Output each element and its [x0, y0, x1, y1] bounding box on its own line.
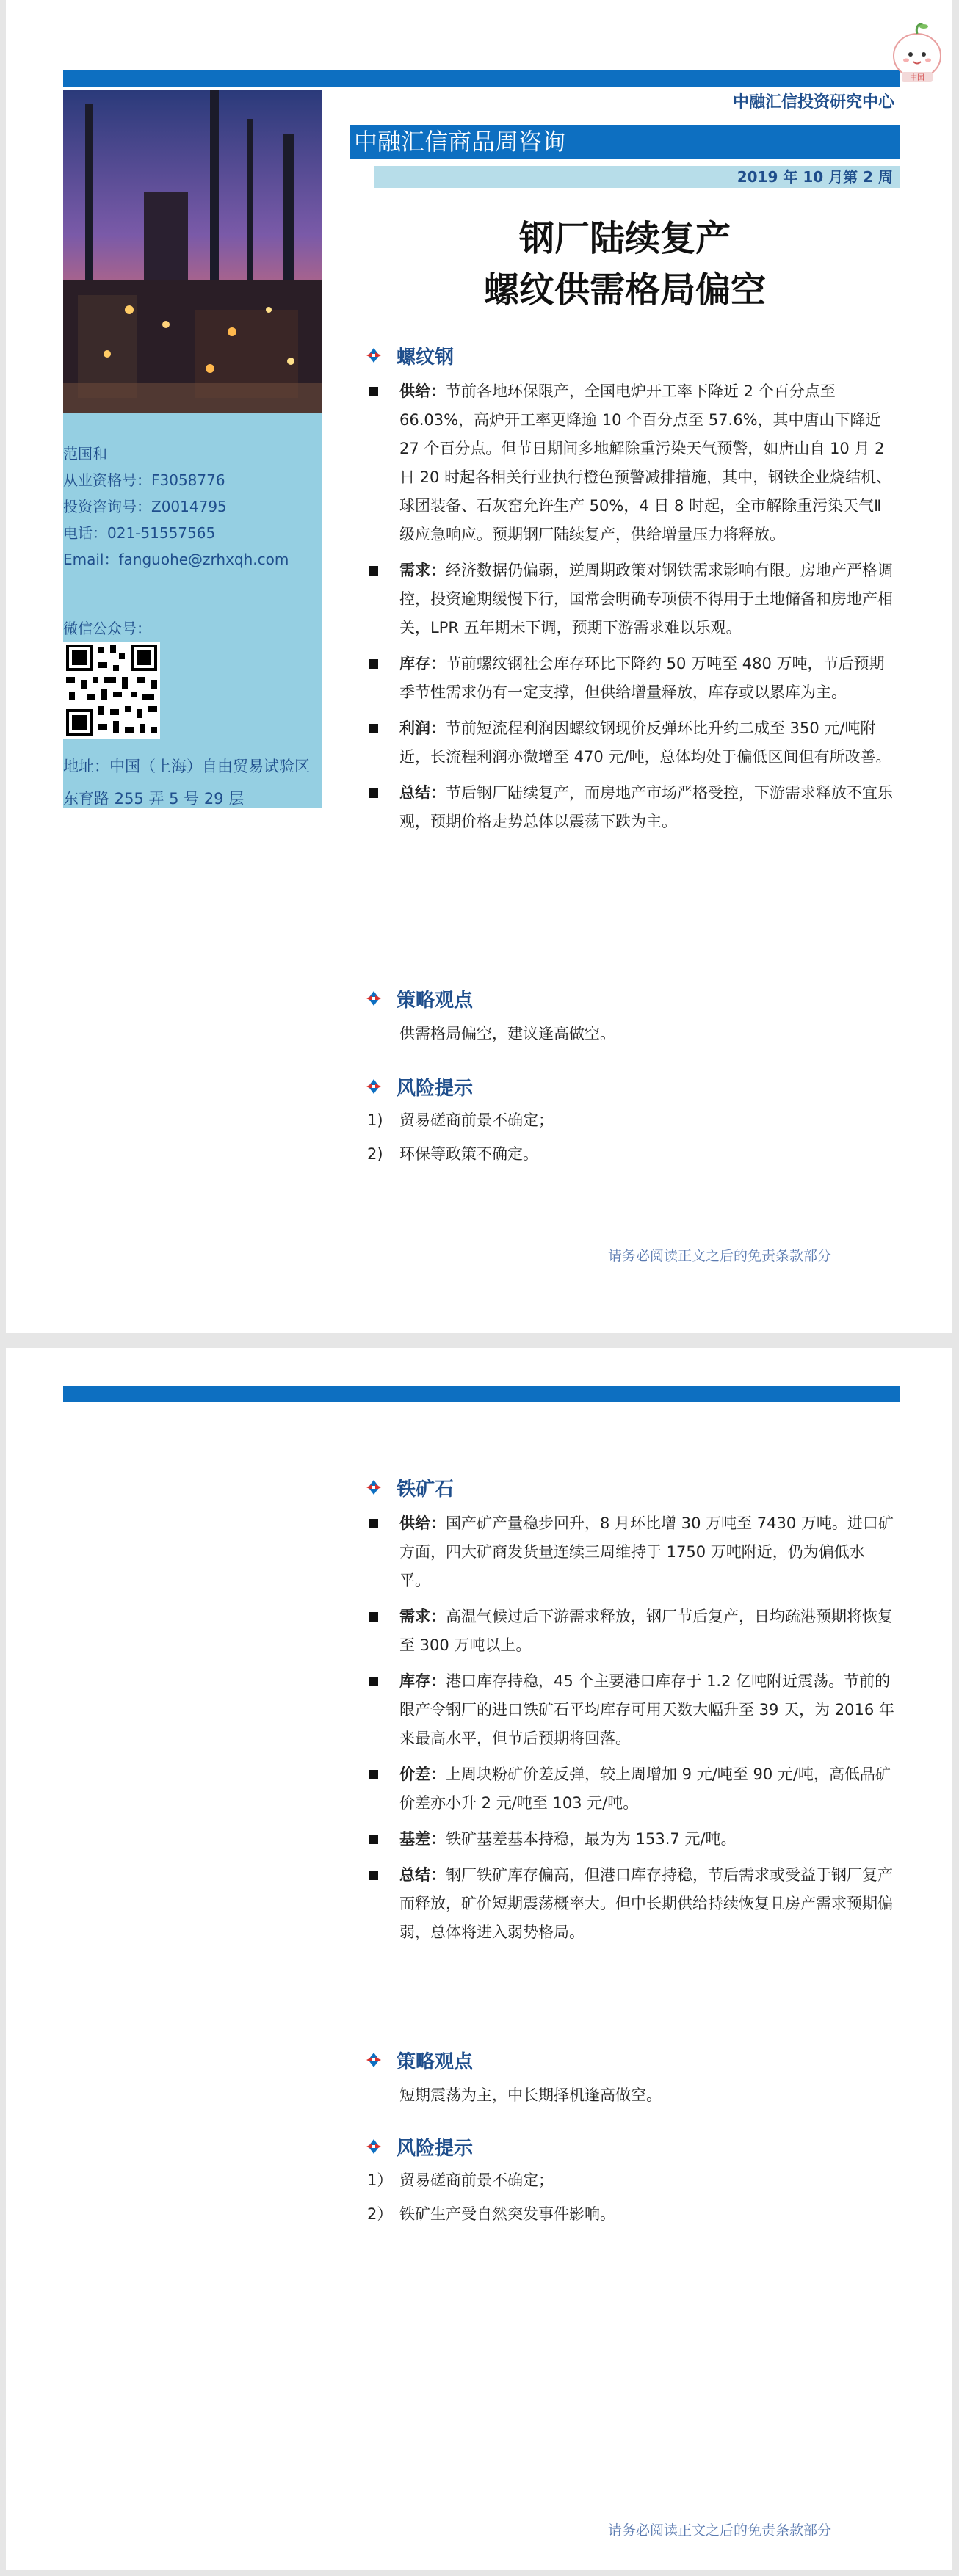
wechat-qr-code [63, 642, 160, 739]
bullet-item [366, 1603, 894, 1660]
strategy-heading [366, 984, 894, 1013]
iron-heading [366, 1473, 894, 1502]
disclaimer-footer: 请务必阅读正文之后的免责条款部分 [608, 1248, 832, 1264]
risk-number: 1) [367, 1111, 383, 1129]
bullet-text: 港口库存持稳，45 个主要港口库存于 1.2 亿吨附近震荡。节前的限产令钢厂的进口铁矿石平均库存可用天数大幅升至 39 天，为 2016 年来最高水平，但节后预期将回落。 [399, 1672, 894, 1747]
rebar-heading [366, 341, 894, 370]
bullet-label: 价差： [399, 1766, 446, 1783]
analyst-name: 范国和 [63, 445, 107, 462]
header-org: 中融汇信投资研究中心 [732, 93, 894, 112]
risk-text: 贸易磋商前景不确定； [399, 2172, 554, 2189]
bullet-square-icon [369, 387, 378, 396]
risk-heading [366, 1072, 894, 1101]
bullet-label: 需求： [399, 1608, 446, 1625]
risk-text: 铁矿生产受自然突发事件影响。 [399, 2205, 615, 2223]
iron-heading-text: 铁矿石 [397, 1478, 455, 1501]
bullet-text: 节前各地环保限产，全国电炉开工率下降近 2 个百分点至 66.03%，高炉开工率更降逾 10 个百分点至 57.6%，其中唐山下降近 27 个百分点。但节日期间多地解除重污染天气预警，如唐山自 10 月 2 日 20 时起各相关行业执行橙色预警减排措施，其中，钢铁企业烧结机、球团装备、石灰窑允许生产 50%，4 日 8 时起，全市解除重污染天气Ⅱ级应急响应。预期钢厂陆续复产，供给增量压力将释放。 [399, 382, 892, 543]
bullet-label: 总结： [399, 784, 446, 802]
analyst-contact [63, 440, 289, 573]
qualification-number: 从业资格号：F3058776 [63, 471, 225, 489]
bullet-square-icon [369, 1612, 378, 1622]
bullet-square-icon [369, 566, 378, 576]
risk-item [366, 2166, 894, 2195]
bullet-item [366, 556, 894, 642]
bullet-item [366, 1667, 894, 1753]
risk-item [366, 2199, 894, 2229]
bullet-label: 供给： [399, 1514, 446, 1532]
section-arrow-icon [366, 1078, 382, 1095]
strategy-section-1 [366, 984, 894, 1048]
risk-section-2 [366, 2132, 894, 2229]
bullet-square-icon [369, 1770, 378, 1779]
bullet-square-icon [369, 788, 378, 798]
mascot-badge-text: 中国 [910, 74, 924, 82]
top-blue-bar [63, 70, 900, 87]
rebar-section [366, 341, 894, 836]
refinery-photo [63, 90, 322, 413]
bullet-label: 库存： [399, 1672, 446, 1690]
risk-list [366, 1106, 894, 1169]
wechat-label: 微信公众号： [63, 620, 151, 637]
email-address[interactable]: Email：fanguohe@zrhxqh.com [63, 551, 289, 568]
bullet-item [366, 377, 894, 549]
risk-heading-text: 风险提示 [397, 2137, 474, 2160]
strategy-section-2 [366, 2045, 894, 2110]
strategy-heading-text: 策略观点 [397, 2050, 474, 2073]
risk-heading [366, 2132, 894, 2161]
office-address: 地址：中国（上海）自由贸易试验区东育路 255 弄 5 号 29 层 [63, 758, 310, 808]
strategy-text: 短期震荡为主，中长期择机逢高做空。 [399, 2086, 662, 2104]
risk-section-1 [366, 1072, 894, 1169]
top-blue-bar [63, 1386, 900, 1402]
section-arrow-icon [366, 990, 382, 1006]
bullet-label: 库存： [399, 655, 446, 672]
bullet-text: 节后钢厂陆续复产，而房地产市场严格受控，下游需求释放不宜乐观，预期价格走势总体以震荡下跌为主。 [399, 784, 893, 830]
bullet-text: 经济数据仍偏弱，逆周期政策对钢铁需求影响有限。房地产严格调控，投资逾期缓慢下行，国常会明确专项债不得用于土地储备和房地产相关，LPR 五年期未下调，预期下游需求难以乐观。 [399, 562, 893, 636]
section-arrow-icon [366, 1479, 382, 1495]
disclaimer-footer: 请务必阅读正文之后的免责条款部分 [608, 2522, 832, 2539]
risk-item [366, 1139, 894, 1169]
risk-number: 2) [367, 1145, 383, 1163]
section-arrow-icon [366, 347, 382, 363]
sidebar [63, 90, 322, 808]
title-line-1: 钢厂陆续复产 [518, 218, 731, 259]
bullet-square-icon [369, 659, 378, 669]
rebar-heading-text: 螺纹钢 [397, 346, 455, 369]
bullet-item [366, 1509, 894, 1595]
phone-number: 电话：021-51557565 [63, 524, 216, 542]
bullet-text: 上周块粉矿价差反弹，较上周增加 9 元/吨至 90 元/吨，高低品矿价差亦小升 2 元/吨至 103 元/吨。 [399, 1766, 891, 1812]
iron-bullets [366, 1509, 894, 1947]
bullet-item [366, 714, 894, 772]
bullet-square-icon [369, 1519, 378, 1528]
bullet-label: 需求： [399, 562, 446, 579]
bullet-text: 节前短流程利润因螺纹钢现价反弹环比升约二成至 350 元/吨附近，长流程利润亦微增至 470 元/吨，总体均处于偏低区间但有所改善。 [399, 719, 891, 766]
risk-text: 贸易磋商前景不确定； [399, 1111, 554, 1129]
report-page-2 [6, 1348, 952, 2570]
bullet-item [366, 1861, 894, 1947]
bullet-label: 供给： [399, 382, 446, 400]
title-line-2: 螺纹供需格局偏空 [483, 269, 766, 311]
consulting-number: 投资咨询号：Z0014795 [63, 498, 227, 515]
strategy-heading [366, 2045, 894, 2075]
risk-text: 环保等政策不确定。 [399, 1145, 538, 1163]
bullet-square-icon [369, 724, 378, 733]
bullet-label: 利润： [399, 719, 446, 737]
bullet-item [366, 1760, 894, 1818]
rebar-bullets [366, 377, 894, 836]
bullet-item [366, 650, 894, 707]
iron-ore-section [366, 1473, 894, 1947]
risk-heading-text: 风险提示 [397, 1077, 474, 1100]
bullet-text: 铁矿基差基本持稳，最为为 153.7 元/吨。 [446, 1830, 737, 1848]
bullet-square-icon [369, 1677, 378, 1686]
bullet-square-icon [369, 1835, 378, 1844]
bullet-item [366, 779, 894, 836]
strategy-heading-text: 策略观点 [397, 989, 474, 1012]
risk-number: 1） [367, 2172, 393, 2189]
bullet-square-icon [369, 1871, 378, 1880]
report-date: 2019 年 10 月第 2 周 [374, 166, 900, 188]
section-arrow-icon [366, 2138, 382, 2155]
mascot-sticker-icon[interactable] [886, 18, 949, 91]
bullet-text: 节前螺纹钢社会库存环比下降约 50 万吨至 480 万吨，节后预期季节性需求仍有一定支撑，但供给增量释放，库存或以累库为主。 [399, 655, 885, 701]
bullet-text: 钢厂铁矿库存偏高，但港口库存持稳，节后需求或受益于钢厂复产而释放，矿价短期震荡概率大。但中长期供给持续恢复且房产需求预期偏弱，总体将进入弱势格局。 [399, 1866, 893, 1941]
bullet-label: 总结： [399, 1866, 446, 1884]
bullet-item [366, 1825, 894, 1854]
bullet-text: 高温气候过后下游需求释放，钢厂节后复产，日均疏港预期将恢复至 300 万吨以上。 [399, 1608, 893, 1654]
bullet-text: 国产矿产量稳步回升，8 月环比增 30 万吨至 7430 万吨。进口矿方面，四大矿商发货量连续三周维持于 1750 万吨附近，仍为偏低水平。 [399, 1514, 894, 1589]
strategy-text: 供需格局偏空，建议逢高做空。 [399, 1025, 615, 1042]
section-arrow-icon [366, 2052, 382, 2068]
risk-item [366, 1106, 894, 1135]
report-title [350, 213, 900, 316]
risk-number: 2） [367, 2205, 393, 2223]
report-series: 中融汇信商品周咨询 [350, 125, 900, 159]
risk-list [366, 2166, 894, 2229]
report-page-1 [6, 0, 952, 1333]
bullet-label: 基差： [399, 1830, 446, 1848]
